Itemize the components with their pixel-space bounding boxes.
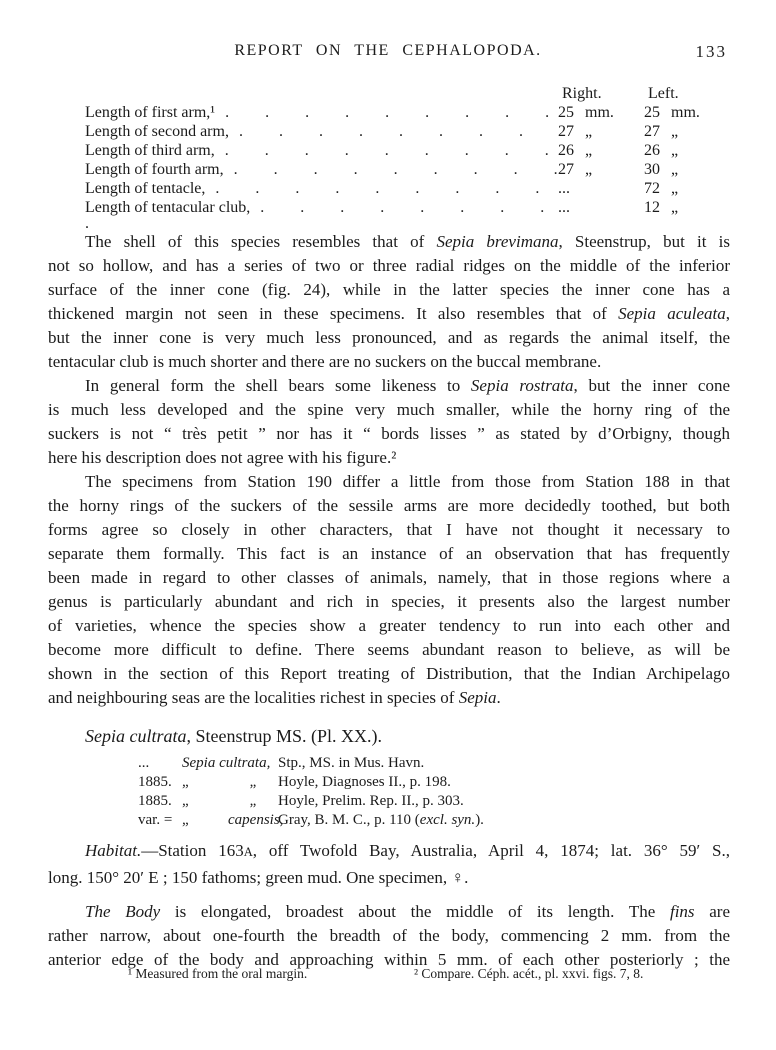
synonymy-list: [138, 754, 484, 830]
value: 26: [558, 142, 574, 159]
text-segment: Stp., MS. in Mus. Havn.: [278, 755, 425, 771]
text-segment: capensis,: [228, 812, 284, 828]
text-segment: ,: [725, 304, 730, 323]
text-segment: Sepia rostrata: [470, 376, 574, 395]
unit: „: [585, 123, 593, 140]
footnote-1: ¹ Measured from the oral margin.: [128, 966, 308, 981]
running-head-title: REPORT ON THE CEPHALOPODA.: [234, 42, 542, 59]
unit: „: [671, 123, 679, 140]
right-value-cell: [558, 179, 644, 198]
text-segment: A: [243, 845, 253, 859]
text-segment: 1885.: [138, 793, 172, 809]
text-line: [48, 470, 730, 494]
text-line: [48, 566, 730, 590]
right-value-cell: [558, 141, 644, 160]
text-segment: Sepia brevimana: [436, 232, 559, 251]
text-line: [48, 326, 730, 350]
text-segment: the horny rings of the suckers of the sessile arms are more decidedly toothed, but both: [48, 496, 730, 515]
unit: „: [671, 142, 679, 159]
dot-leader: [250, 198, 558, 217]
synonymy-genus: [182, 811, 228, 830]
value: 27: [644, 123, 660, 140]
table-row: [85, 103, 730, 122]
habitat-paragraph: [48, 838, 730, 891]
text-line: [48, 398, 730, 422]
text-line: [48, 350, 730, 374]
text-segment: Habitat.: [85, 841, 142, 860]
synonymy-date: [138, 773, 182, 792]
synonymy-genus: [182, 754, 278, 773]
left-value-cell: [644, 198, 730, 217]
synonymy-reference: [278, 792, 484, 811]
page-number: 133: [695, 42, 727, 61]
table-row: [85, 198, 730, 217]
species-heading: [85, 724, 382, 748]
value: 30: [644, 161, 660, 178]
synonymy-reference: [278, 811, 484, 830]
text-segment: The Body: [85, 902, 161, 921]
text-segment: „: [182, 774, 189, 790]
text-segment: ).: [475, 812, 484, 828]
paragraph-general-form: [48, 374, 730, 470]
text-line: [48, 446, 730, 470]
row-label: Length of tentacle,: [85, 180, 206, 197]
footnote-2: ² Compare. Céph. acét., pl. xxvi. figs. 7, 8.: [414, 966, 644, 981]
text-line: [48, 590, 730, 614]
synonymy-date: [138, 754, 182, 773]
text-segment: 1885.: [138, 774, 172, 790]
text-segment: ...: [138, 755, 150, 771]
text-line: [48, 494, 730, 518]
row-label: Length of fourth arm,: [85, 161, 224, 178]
text-line: [48, 374, 730, 398]
text-segment: surface of the inner cone (fig. 24), while in the latter species the inner cone has a: [48, 280, 730, 299]
text-segment: are: [694, 902, 730, 921]
text-segment: suckers is not “ très petit ” nor has it “ bords lisses ” as stated by d’Orbigny, though: [48, 424, 730, 443]
unit: mm.: [585, 104, 614, 121]
text-segment: Sepia cultrata,: [182, 755, 271, 771]
synonymy-reference: [278, 754, 484, 773]
text-line: [48, 924, 730, 948]
synonymy-reference: [278, 773, 484, 792]
text-segment: Sepia aculeata: [618, 304, 726, 323]
text-segment: been made in regard to other classes of animals, namely, that in those regions where a: [48, 568, 730, 587]
text-segment: rather narrow, about one-fourth the breadth of the body, commencing 2 mm. from the: [48, 926, 730, 945]
measurements-table-rows: [85, 103, 730, 217]
text-line: [48, 865, 730, 891]
value: 26: [644, 142, 660, 159]
text-segment: fins: [669, 902, 695, 921]
value: 27: [558, 123, 574, 140]
value: 27: [558, 161, 574, 178]
left-value-cell: [644, 122, 730, 141]
text-line: [48, 638, 730, 662]
body-description-paragraph: [48, 900, 730, 972]
text-segment: long. 150° 20′ E ; 150 fathoms; green mud. One specimen, ♀.: [48, 868, 469, 887]
text-segment: become more difficult to define. There seems abundant reason to believe, as will be: [48, 640, 730, 659]
text-line: [48, 542, 730, 566]
text-line: [48, 230, 730, 254]
text-segment: „: [182, 793, 189, 809]
measurements-table-header: [85, 84, 730, 103]
text-line: [48, 662, 730, 686]
text-line: [48, 302, 730, 326]
synonymy-species: [228, 792, 278, 811]
text-segment: „: [249, 793, 257, 809]
main-text-column: [48, 230, 730, 710]
dot-leader: [215, 103, 558, 122]
text-line: [48, 278, 730, 302]
text-segment: , Steenstrup, but it is: [558, 232, 730, 251]
dot-leader: [229, 122, 558, 141]
unit: „: [585, 142, 593, 159]
value: ...: [558, 180, 570, 197]
text-segment: Sepia: [458, 688, 497, 707]
text-segment: but the inner cone is very much less pronounced, and as regards the animal itself, the: [48, 328, 730, 347]
text-segment: shown in the section of this Report treating of Distribution, that the Indian Archipelago: [48, 664, 730, 683]
text-segment: In general form the shell bears some likeness to: [85, 376, 471, 395]
unit: mm.: [671, 104, 700, 121]
text-segment: .: [496, 688, 501, 707]
value: ...: [558, 199, 570, 216]
text-segment: —Station 163: [141, 841, 244, 860]
value: 25: [644, 104, 660, 121]
text-line: [48, 422, 730, 446]
table-header-spacer: [85, 84, 558, 103]
text-segment: of varieties, whence the species show a greater tendency to run into each other and: [48, 616, 730, 635]
synonymy-date: [138, 792, 182, 811]
dot-leader: [215, 141, 558, 160]
right-value-cell: [558, 198, 644, 217]
synonymy-date: [138, 811, 182, 830]
synonymy-genus: [182, 792, 228, 811]
synonymy-row: [138, 754, 484, 773]
synonymy-row: [138, 811, 484, 830]
table-row: [85, 179, 730, 198]
table-row: [85, 122, 730, 141]
text-segment: Sepia cultrata: [85, 726, 187, 746]
text-segment: and neighbouring seas are the localities richest in species of: [48, 688, 459, 707]
text-segment: thickened margin not seen in these specimens. It also resembles that of: [48, 304, 619, 323]
unit: „: [671, 161, 679, 178]
text-line: [48, 900, 730, 924]
synonymy-species: [228, 773, 278, 792]
text-segment: anterior edge of the body and approaching within 5 mm. of each other posteriorly ; the: [48, 950, 730, 969]
text-segment: var. =: [138, 812, 173, 828]
unit: „: [671, 199, 679, 216]
text-segment: separate them formally. This fact is an instance of an observation that has frequently: [48, 544, 730, 563]
text-line: [48, 614, 730, 638]
stray-ink-dot: .: [85, 215, 89, 232]
row-label: Length of second arm,: [85, 123, 229, 140]
text-segment: Hoyle, Diagnoses II., p. 198.: [278, 774, 451, 790]
row-label: Length of tentacular club,: [85, 199, 251, 216]
text-line: [48, 686, 730, 710]
row-label: Length of first arm,¹: [85, 104, 216, 121]
text-segment: Gray, B. M. C., p. 110 (: [278, 812, 420, 828]
text-segment: is much less developed and the spine very much smaller, while the horny ring of the: [48, 400, 730, 419]
left-value-cell: [644, 103, 730, 122]
text-segment: , Steenstrup MS. (Pl. XX.).: [186, 726, 383, 746]
text-segment: The shell of this species resembles that of: [85, 232, 437, 251]
paragraph-shell: [48, 230, 730, 374]
paragraph-specimens: [48, 470, 730, 710]
column-header-left: Left.: [648, 85, 679, 102]
synonymy-species: [228, 811, 284, 830]
value: 25: [558, 104, 574, 121]
right-value-cell: [558, 103, 644, 122]
text-segment: excl. syn.: [419, 812, 476, 828]
text-segment: „: [249, 774, 257, 790]
value: 72: [644, 180, 660, 197]
left-value-cell: [644, 141, 730, 160]
text-segment: Hoyle, Prelim. Rep. II., p. 303.: [278, 793, 464, 809]
text-segment: „: [182, 812, 189, 828]
text-segment: The specimens from Station 190 differ a little from those from Station 188 in that: [85, 472, 730, 491]
text-segment: here his description does not agree with his figure.²: [48, 448, 397, 467]
dot-leader: [224, 160, 558, 179]
text-segment: is elongated, broadest about the middle of its length. The: [160, 902, 670, 921]
text-line: [48, 254, 730, 278]
text-segment: not so hollow, and has a series of two or three radial ridges on the middle of the inferior: [48, 256, 730, 275]
text-segment: tentacular club is much shorter and there are no suckers on the buccal membrane.: [48, 352, 602, 371]
text-segment: genus is particularly abundant and rich in species, it presents also the largest number: [48, 592, 730, 611]
text-line: [48, 838, 730, 865]
synonymy-genus: [182, 773, 228, 792]
text-line: [48, 518, 730, 542]
unit: „: [585, 161, 593, 178]
column-header-right: Right.: [562, 85, 602, 102]
text-segment: , off Twofold Bay, Australia, April 4, 1874; lat. 36° 59′ S.,: [252, 841, 730, 860]
left-value-cell: [644, 160, 730, 179]
unit: „: [671, 180, 679, 197]
dot-leader: [205, 179, 558, 198]
measurements-table: [85, 84, 730, 217]
table-row: [85, 160, 730, 179]
synonymy-row: [138, 792, 484, 811]
left-value-cell: [644, 179, 730, 198]
right-value-cell: [558, 160, 644, 179]
right-value-cell: [558, 122, 644, 141]
text-segment: forms agree so closely in other characters, that I have not thought it necessary to: [48, 520, 730, 539]
text-segment: , but the inner cone: [573, 376, 730, 395]
table-row: [85, 141, 730, 160]
synonymy-row: [138, 773, 484, 792]
value: 12: [644, 199, 660, 216]
row-label: Length of third arm,: [85, 142, 215, 159]
